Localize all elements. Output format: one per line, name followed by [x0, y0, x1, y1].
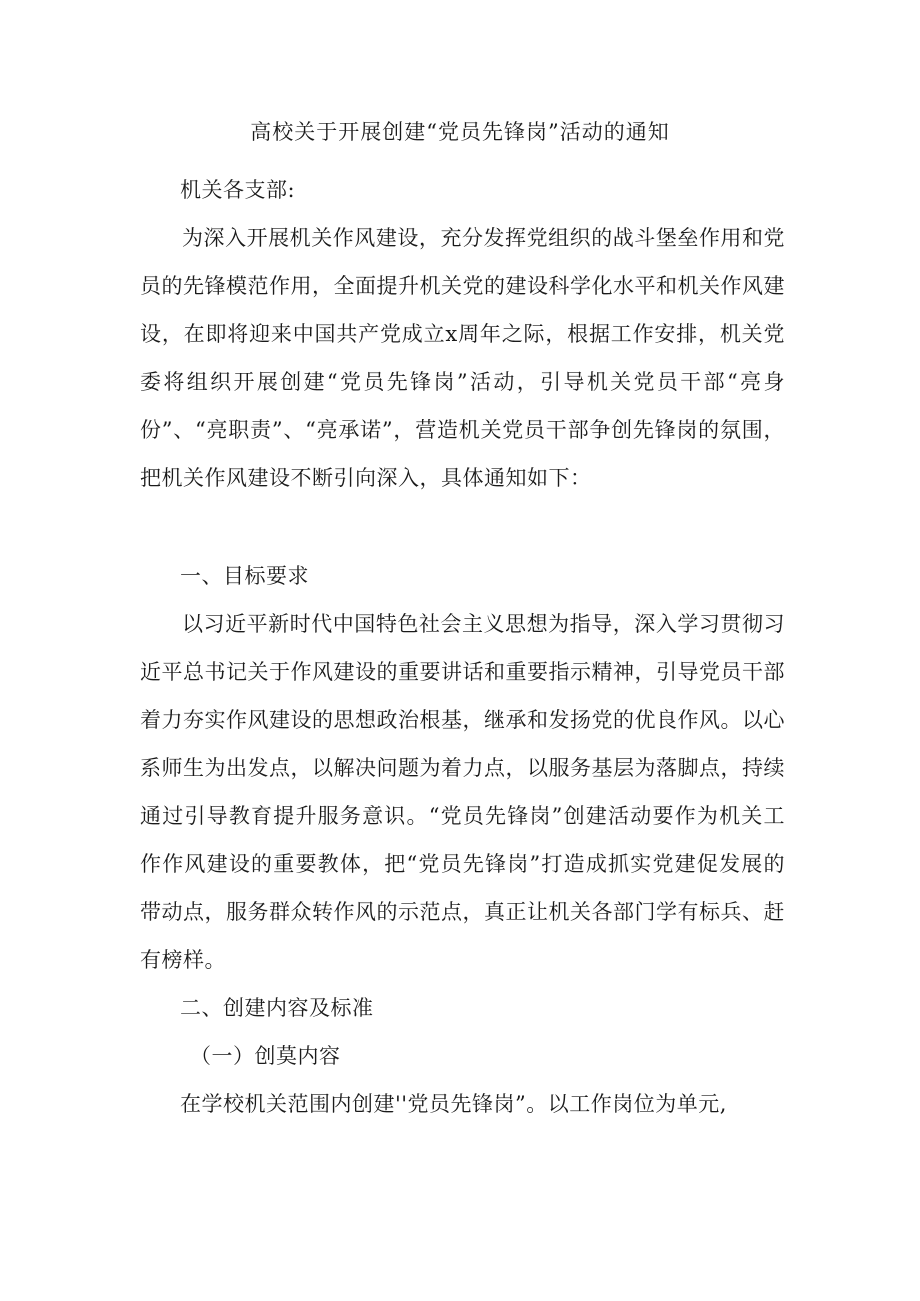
- last-paragraph: 在学校机关范围内创建''党员先锋岗”。以工作岗位为单元,: [180, 1092, 727, 1116]
- document-title: 高校关于开展创建“党员先锋岗”活动的通知: [250, 120, 670, 144]
- section-one-paragraph: 以习近平新时代中国特色社会主义思想为指导，深入学习贯彻习近平总书记关于作风建设的重要讲话和重要指示精神，引导党员干部着力夯实作风建设的思想政治根基，继承和发扬党的优良作风。以心系师生为出发点，以解决问题为着力点，以服务基层为落脚点，持续通过引导教育提升服务意识。“党员先锋岗”创建活动要作为机关工作作风建设的重要教体，把“党员先锋岗”打造成抓实党建促发展的带动点，服务群众转作风的示范点，真正让机关各部门学有标兵、赶有榜样。: [140, 612, 785, 972]
- section-one-heading: 一、目标要求: [180, 564, 309, 588]
- subsection-one-heading: （一）创莫内容: [190, 1044, 341, 1068]
- salutation: 机关各支部:: [180, 178, 296, 202]
- intro-paragraph: 为深入开展机关作风建设，充分发挥党组织的战斗堡垒作用和党员的先锋模范作用，全面提升机关党的建设科学化水平和机关作风建设，在即将迎来中国共产党成立x周年之际，根据工作安排，机关党委将组织开展创建“党员先锋岗”活动，引导机关党员干部“亮身份”、“亮职责”、“亮承诺”，营造机关党员干部争创先锋岗的氛围，把机关作风建设不断引向深入，具体通知如下：: [140, 226, 785, 490]
- section-two-heading: 二、创建内容及标准: [180, 996, 374, 1020]
